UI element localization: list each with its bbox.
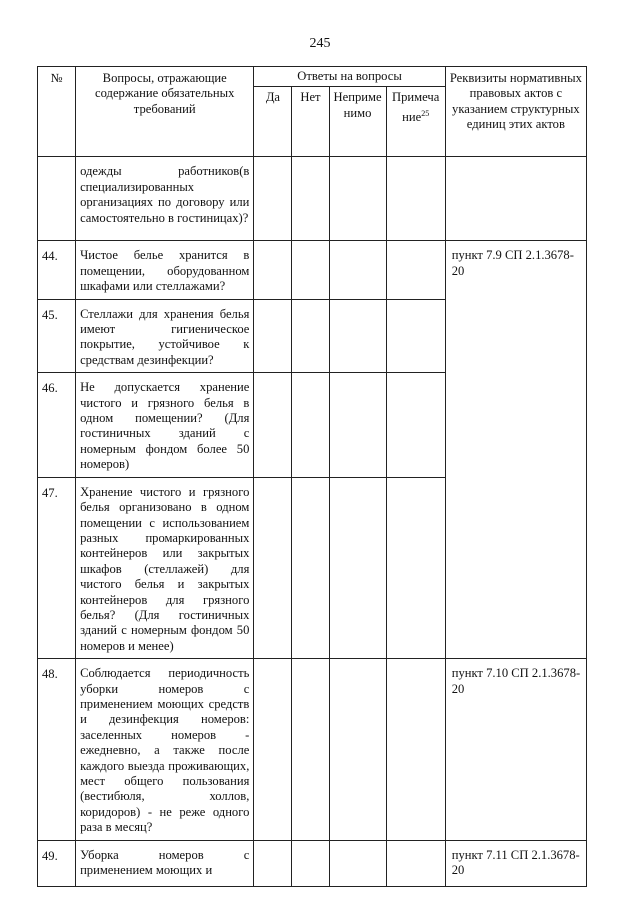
page-number: 245 [309,36,331,51]
table-row [38,659,587,840]
row-question: Хранение чистого и грязного белья организовано в одном помещении с использованием разных промаркированных контейнеров или закрытых шкафов (стеллажей) для чистого белья и закрытых контейнеров для грязного белья? (Для гостиничных зданий с номерным фондом 50 номеров и менее) [76,477,254,658]
row-number [38,157,76,241]
answer-no-cell[interactable] [292,477,329,658]
answer-no-cell[interactable] [292,373,329,477]
row-number: 44. [38,241,76,299]
answer-yes-cell[interactable] [254,241,292,299]
row-number: 49. [38,840,76,886]
answer-yes-cell[interactable] [254,477,292,658]
answer-yes-cell[interactable] [254,840,292,886]
answer-note-cell[interactable] [386,659,445,840]
answer-no-cell[interactable] [292,659,329,840]
header-requisites: Реквизиты нормативных правовых актов с указанием структурных единиц этих актов [445,67,586,157]
header-answer-no: Нет [292,87,329,157]
answer-note-cell[interactable] [386,157,445,241]
answer-note-cell[interactable] [386,373,445,477]
row-question: Не допускается хранение чистого и грязного белья в одном помещении? (Для гостиничных зданий с номерным фондом более 50 номеров) [76,373,254,477]
header-answer-yes: Да [254,87,292,157]
table-row [38,840,587,886]
requirements-checklist-table [37,66,587,887]
header-answer-note: Примечание$^{25}$ [386,87,445,157]
answer-note-cell[interactable] [386,840,445,886]
answer-na-cell[interactable] [329,157,386,241]
row-requisite: пункт 7.9 СП 2.1.3678-20 [445,241,586,659]
answer-note-cell[interactable] [386,477,445,658]
answer-note-cell[interactable] [386,299,445,373]
answer-na-cell[interactable] [329,299,386,373]
answer-yes-cell[interactable] [254,373,292,477]
header-answer-not-applicable: Неприменимо [329,87,386,157]
row-question: Соблюдается периодичность уборки номеров с применением моющих средств и дезинфекция номеров: заселенных номеров - ежедневно, а также после каждого выезда проживающих, мест общего пользования (вестибюля, холлов, коридоров) - не реже одного раза в месяц? [76,659,254,840]
row-number: 48. [38,659,76,840]
answer-na-cell[interactable] [329,241,386,299]
row-requisite: пункт 7.10 СП 2.1.3678-20 [445,659,586,840]
answer-na-cell[interactable] [329,659,386,840]
row-requisite [445,157,586,241]
answer-yes-cell[interactable] [254,659,292,840]
row-question: Уборка номеров с применением моющих и [76,840,254,886]
row-question: Стеллажи для хранения белья имеют гигиеническое покрытие, устойчивое к средствам дезинфекции? [76,299,254,373]
answer-na-cell[interactable] [329,477,386,658]
answer-note-cell[interactable] [386,241,445,299]
row-question: Чистое белье хранится в помещении, оборудованном шкафами или стеллажами? [76,241,254,299]
row-question: одежды работников(в специализированных организациях по договору или самостоятельно в гостиницах)? [76,157,254,241]
answer-no-cell[interactable] [292,241,329,299]
header-question: Вопросы, отражающие содержание обязательных требований [76,67,254,157]
header-answers-group: Ответы на вопросы [254,67,445,87]
row-requisite: пункт 7.11 СП 2.1.3678-20 [445,840,586,886]
header-number: № [38,67,76,157]
table-row [38,157,587,241]
answer-no-cell[interactable] [292,840,329,886]
answer-no-cell[interactable] [292,157,329,241]
answer-na-cell[interactable] [329,373,386,477]
footnote-marker: 25 [421,108,430,118]
answer-na-cell[interactable] [329,840,386,886]
answer-yes-cell[interactable] [254,299,292,373]
table-row [38,241,587,299]
row-number: 46. [38,373,76,477]
answer-no-cell[interactable] [292,299,329,373]
answer-yes-cell[interactable] [254,157,292,241]
row-number: 45. [38,299,76,373]
row-number: 47. [38,477,76,658]
